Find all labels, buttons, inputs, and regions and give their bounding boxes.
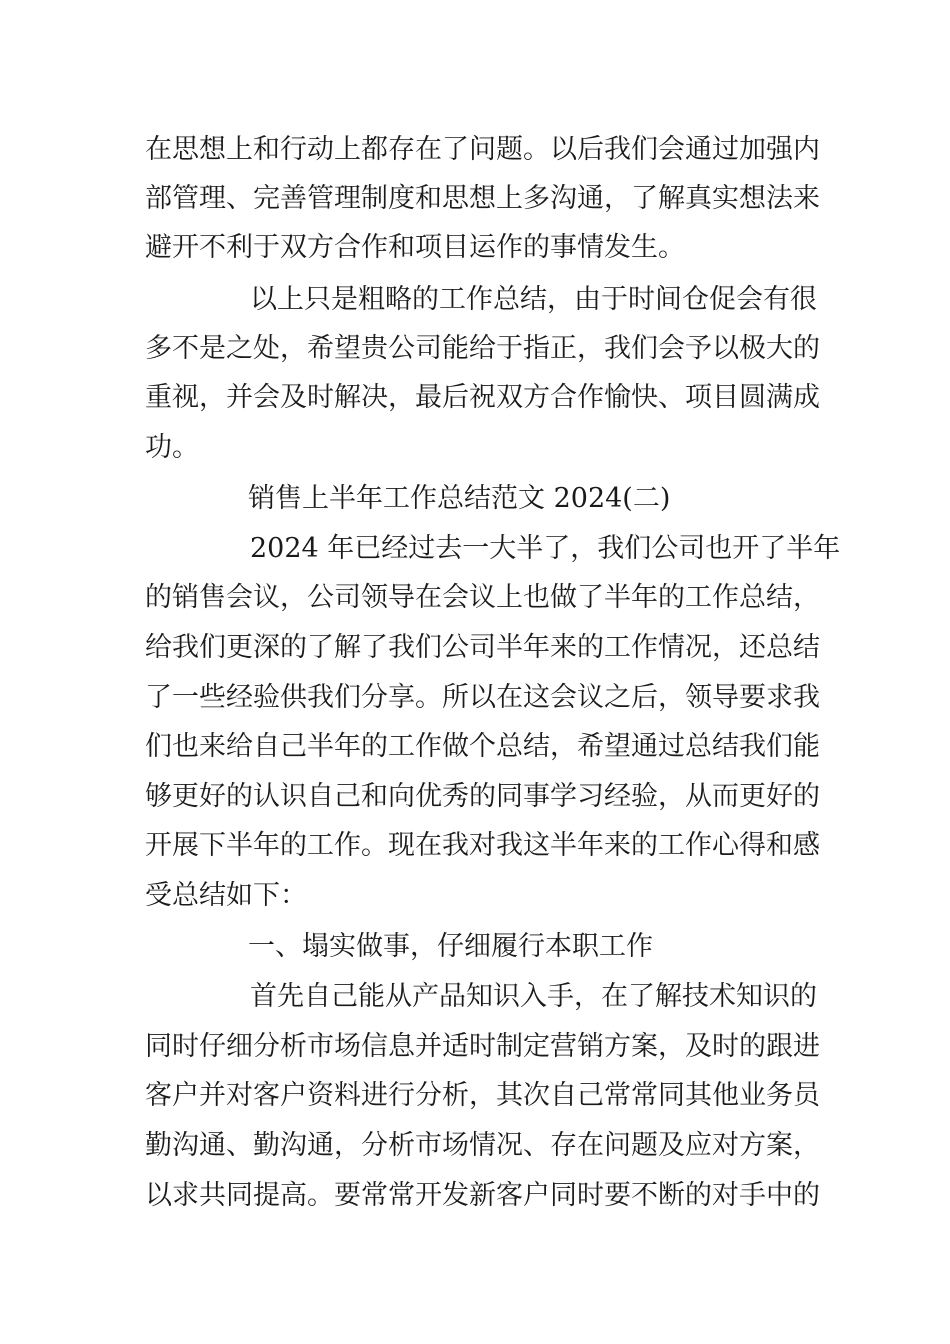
text-line: 了一些经验供我们分享。所以在这会议之后，领导要求我 [145,682,820,713]
text-line: 受总结如下： [145,880,307,911]
paragraph-first-line: 首先自己能从产品知识入手，在了解技术知识的 [250,981,817,1012]
text-line: 们也来给自己半年的工作做个总结，希望通过总结我们能 [145,731,820,762]
text-line: 多不是之处，希望贵公司能给于指正，我们会予以极大的 [145,333,820,364]
section-heading: 一、塌实做事，仔细履行本职工作 [248,931,653,962]
text-line: 开展下半年的工作。现在我对我这半年来的工作心得和感 [145,830,820,861]
text-line: 客户并对客户资料进行分析，其次自己常常同其他业务员 [145,1080,820,1111]
text-line: 的销售会议，公司领导在会议上也做了半年的工作总结， [145,582,820,613]
paragraph-first-line: 2024 年已经过去一大半了，我们公司也开了半年 [250,533,841,564]
section-title: 销售上半年工作总结范文 2024(二) [248,483,671,514]
text-line: 功。 [145,432,199,463]
paragraph-first-line: 以上只是粗略的工作总结，由于时间仓促会有很 [250,284,817,315]
text-line: 部管理、完善管理制度和思想上多沟通，了解真实想法来 [145,183,820,214]
text-line: 重视，并会及时解决，最后祝双方合作愉快、项目圆满成 [145,382,820,413]
text-line: 避开不利于双方合作和项目运作的事情发生。 [145,232,685,263]
text-line: 同时仔细分析市场信息并适时制定营销方案，及时的跟进 [145,1031,820,1062]
text-line: 勤沟通、勤沟通，分析市场情况、存在问题及应对方案， [145,1130,820,1161]
text-line: 给我们更深的了解了我们公司半年来的工作情况，还总结 [145,632,820,663]
text-line: 够更好的认识自己和向优秀的同事学习经验，从而更好的 [145,781,820,812]
text-line: 以求共同提高。要常常开发新客户同时要不断的对手中的 [145,1180,820,1211]
text-line: 在思想上和行动上都存在了问题。以后我们会通过加强内 [145,134,820,165]
